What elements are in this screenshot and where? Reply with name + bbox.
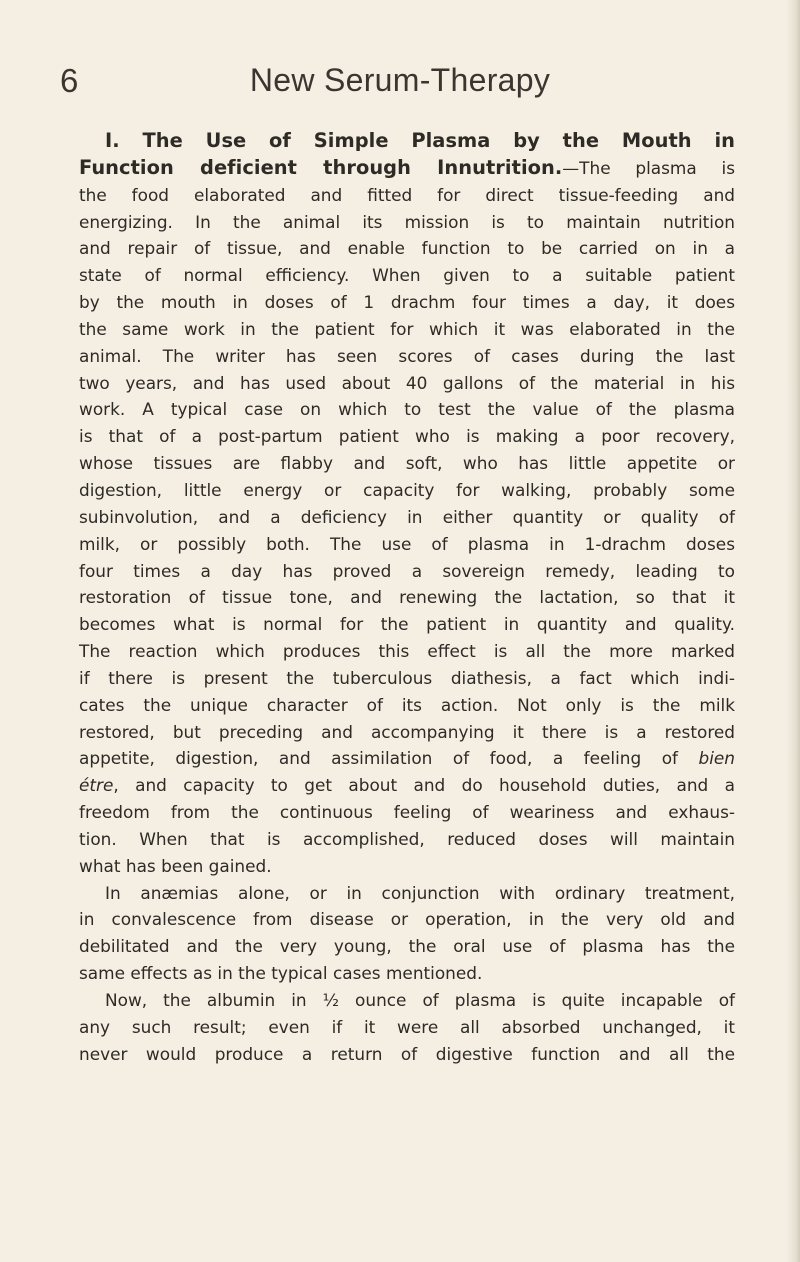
text-run: —The plasma is <box>562 157 735 178</box>
paragraph-3 <box>79 987 735 1068</box>
section-heading-line-2: Function deficient through Innutrition. <box>79 155 563 179</box>
text-line: what has been gained. <box>79 855 272 876</box>
text-line: by the mouth in doses of 1 drachm four times a day, it does <box>79 292 735 313</box>
page-number: 6 <box>60 62 79 99</box>
text-line: any such result; even if it were all absorbed unchanged, it <box>79 1016 735 1037</box>
text-line: restoration of tissue tone, and renewing the lactation, so that it <box>79 587 735 608</box>
text-line: milk, or possibly both. The use of plasma in 1-drachm doses <box>79 533 735 554</box>
text-line: in convalescence from disease or operation, in the very old and <box>79 909 735 930</box>
running-title: New Serum-Therapy <box>249 62 551 98</box>
text-line: freedom from the continuous feeling of weariness and exhaus- <box>79 802 735 823</box>
text-line: the food elaborated and fitted for direct tissue-feeding and <box>79 184 735 205</box>
text-line <box>79 128 735 155</box>
text-line: if there is present the tuberculous diathesis, a fact which indi- <box>79 667 735 688</box>
text-run: appetite, digestion, and assimilation of food, a feeling of <box>79 748 678 769</box>
text-line <box>79 745 735 772</box>
text-line: four times a day has proved a sovereign remedy, leading to <box>79 560 735 581</box>
text-line: becomes what is normal for the patient in quantity and quality. <box>79 614 735 635</box>
text-line <box>79 772 735 799</box>
body-text <box>79 128 735 1068</box>
running-header <box>60 60 740 112</box>
text-line: work. A typical case on which to test the value of the plasma <box>79 399 735 420</box>
text-line: whose tissues are flabby and soft, who has little appetite or <box>79 453 735 474</box>
text-run: , and capacity to get about and do household duties, and a <box>113 775 735 796</box>
text-line: debilitated and the very young, the oral use of plasma has the <box>79 936 735 957</box>
text-line: subinvolution, and a deficiency in either quantity or quality of <box>79 506 735 527</box>
text-line: energizing. In the animal its mission is to maintain nutrition <box>79 211 735 232</box>
text-line: Now, the albumin in ½ ounce of plasma is quite incapable of <box>105 990 735 1010</box>
paragraph-1 <box>79 128 735 880</box>
section-heading-line-1: I. The Use of Simple Plasma by the Mouth in <box>105 129 735 152</box>
text-line <box>79 155 735 182</box>
text-line: two years, and has used about 40 gallons of the material in his <box>79 372 735 393</box>
text-line: tion. When that is accomplished, reduced doses will maintain <box>79 828 735 849</box>
text-line: cates the unique character of its action. Not only is the milk <box>79 694 735 715</box>
text-line: is that of a post-partum patient who is making a poor recovery, <box>79 426 735 447</box>
text-line: never would produce a return of digestive function and all the <box>79 1043 735 1064</box>
text-line: same effects as in the typical cases mentioned. <box>79 963 483 984</box>
text-line: the same work in the patient for which it was elaborated in the <box>79 318 735 339</box>
text-line: In anæmias alone, or in conjunction with ordinary treatment, <box>105 882 735 903</box>
text-line: state of normal efficiency. When given to a suitable patient <box>79 265 735 286</box>
foreign-word: bien <box>698 748 735 769</box>
text-line: digestion, little energy or capacity for walking, probably some <box>79 479 735 500</box>
text-line: animal. The writer has seen scores of cases during the last <box>79 345 735 366</box>
page-edge-shadow <box>786 0 800 1262</box>
text-line: and repair of tissue, and enable function to be carried on in a <box>79 238 735 259</box>
paragraph-2 <box>79 880 735 987</box>
text-line: The reaction which produces this effect is all the more marked <box>79 641 735 662</box>
foreign-word: étre <box>79 775 114 796</box>
text-line: restored, but preceding and accompanying it there is a restored <box>79 721 735 742</box>
